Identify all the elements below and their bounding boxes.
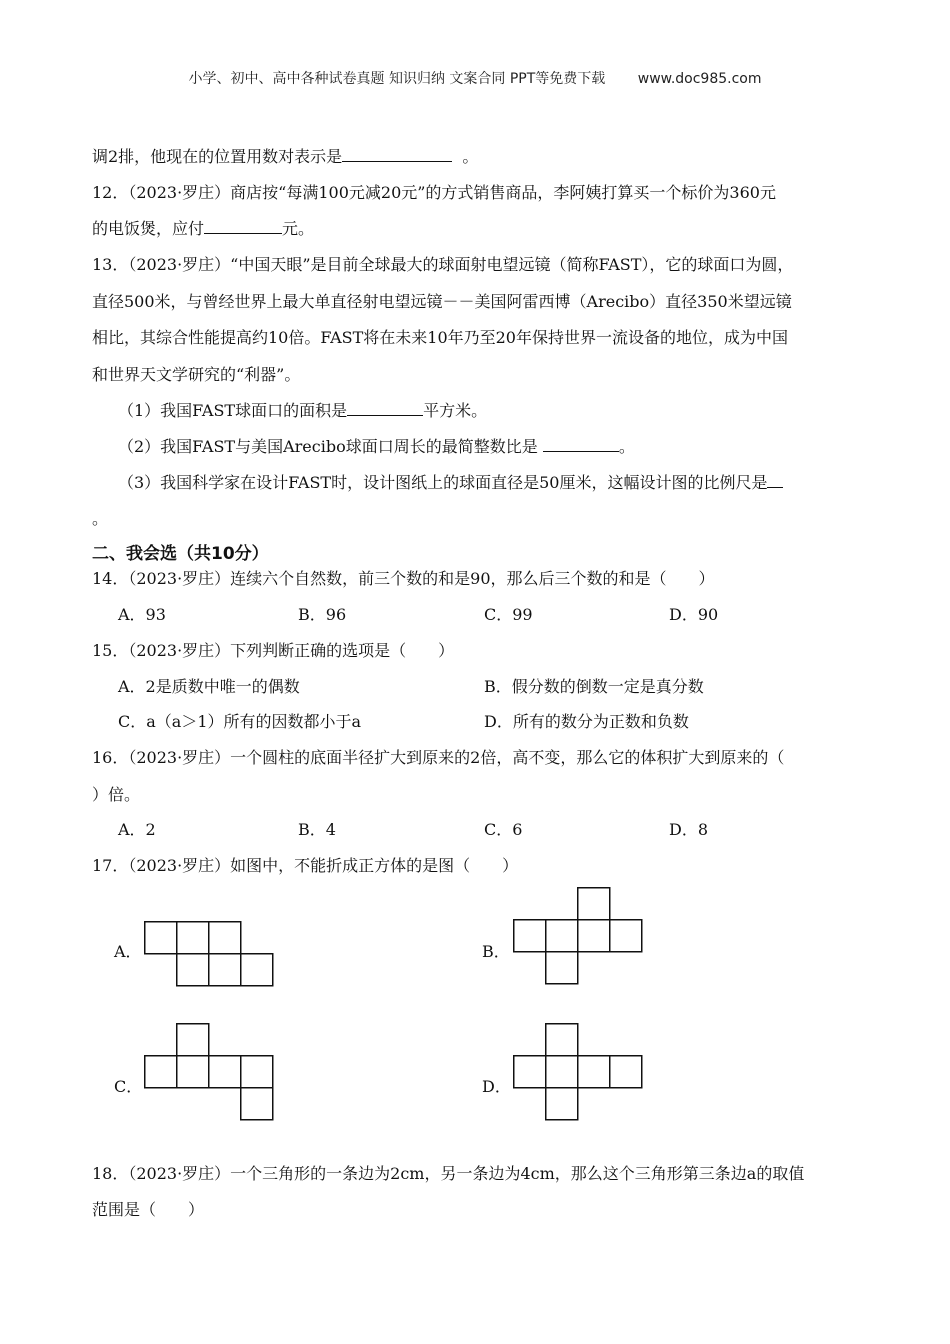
q13-sub2: （2）我国FAST与美国Arecibo球面口周长的最简整数比是 。 [118,437,635,456]
net-square [546,1024,578,1056]
answer-blank[interactable] [543,437,619,452]
q15-stem: 15．（2023·罗庄）下列判断正确的选项是（ ） [92,641,455,660]
net-square [209,1056,241,1088]
net-square [145,922,177,954]
q12-line2: 的电饭煲，应付 元。 [92,219,315,238]
q14-option-c[interactable]: C．99 [484,605,533,624]
q11-tail: 调2排，他现在的位置用数对表示是 。 [92,147,479,166]
q14-option-b[interactable]: B．96 [298,605,347,624]
q15-option-a[interactable]: A．2是质数中唯一的偶数 [118,677,300,696]
net-square [546,920,578,952]
q14-option-a[interactable]: A．93 [118,605,166,624]
net-square [514,1056,546,1088]
q17-label-d[interactable]: D． [482,1077,511,1096]
q16-option-b[interactable]: B．4 [298,820,336,839]
q13-sub3-end: 。 [92,509,109,528]
answer-blank[interactable] [204,219,282,234]
q17-stem: 17．（2023·罗庄）如图中，不能折成正方体的是图（ ） [92,856,519,875]
page-header [0,68,950,88]
net-square [514,920,546,952]
cube-net-b [513,887,643,986]
net-square [209,922,241,954]
q13-line2: 直径500米，与曾经世界上最大单直径射电望远镜－－美国阿雷西博（Arecibo）直径350米望远镜 [92,292,792,311]
net-square [177,954,209,986]
net-square [241,954,273,986]
q14-option-d[interactable]: D．90 [669,605,719,624]
answer-blank[interactable] [767,473,783,488]
q13-sub1: （1）我国FAST球面口的面积是 平方米。 [118,401,488,420]
q14-stem: 14．（2023·罗庄）连续六个自然数，前三个数的和是90，那么后三个数的和是（ ） [92,569,715,588]
net-square [610,920,642,952]
q13-line3: 相比，其综合性能提高约10倍。FAST将在未来10年乃至20年保持世界一流设备的地位，成为中国 [92,328,788,347]
q13-sub3: （3）我国科学家在设计FAST时，设计图纸上的球面直径是50厘米，这幅设计图的比例尺是 [118,473,783,493]
net-square [546,1056,578,1088]
net-square [145,1056,177,1088]
q17-label-a[interactable]: A． [114,942,142,961]
q18-line2: 范围是（ ） [92,1200,205,1219]
net-square [209,954,241,986]
cube-net-a [144,921,274,987]
q15-option-c[interactable]: C．a（a＞1）所有的因数都小于a [118,712,362,731]
q17-label-c[interactable]: C． [114,1077,143,1096]
q18-line1: 18．（2023·罗庄）一个三角形的一条边为2cm，另一条边为4cm，那么这个三角形第三条边a的取值 [92,1164,805,1183]
q16-option-d[interactable]: D．8 [669,820,709,839]
cube-net-d [513,1023,643,1122]
q13-line1: 13．（2023·罗庄）“中国天眼”是目前全球最大的球面射电望远镜（简称FAST），它的球面口为圆， [92,255,794,274]
q16-line1: 16．（2023·罗庄）一个圆柱的底面半径扩大到原来的2倍，高不变，那么它的体积扩大到原来的（ [92,748,785,767]
net-square [578,888,610,920]
net-square [177,1056,209,1088]
header-text: 小学、初中、高中各种试卷真题 知识归纳 文案合同 PPT等免费下载 [188,71,606,87]
net-square [241,1088,273,1120]
q12-line1: 12．（2023·罗庄）商店按“每满100元减20元”的方式销售商品，李阿姨打算买一个标价为360元 [92,183,776,202]
header-url[interactable]: www.doc985.com [637,71,762,87]
net-square [610,1056,642,1088]
q17-label-b[interactable]: B． [482,942,510,961]
net-square [578,920,610,952]
q15-option-d[interactable]: D．所有的数分为正数和负数 [484,712,689,731]
answer-blank[interactable] [347,401,423,416]
section-title: 二、我会选（共10分） [92,544,269,564]
q15-option-b[interactable]: B．假分数的倒数一定是真分数 [484,677,704,696]
q13-line4: 和世界天文学研究的“利器”。 [92,365,301,384]
net-square [241,1056,273,1088]
net-square [177,922,209,954]
net-square [546,1088,578,1120]
q16-option-a[interactable]: A．2 [118,820,156,839]
q16-option-c[interactable]: C．6 [484,820,523,839]
net-square [546,952,578,984]
q16-line2: ）倍。 [92,785,141,804]
net-square [578,1056,610,1088]
answer-blank[interactable] [342,147,452,162]
cube-net-c [144,1023,274,1122]
net-square [177,1024,209,1056]
